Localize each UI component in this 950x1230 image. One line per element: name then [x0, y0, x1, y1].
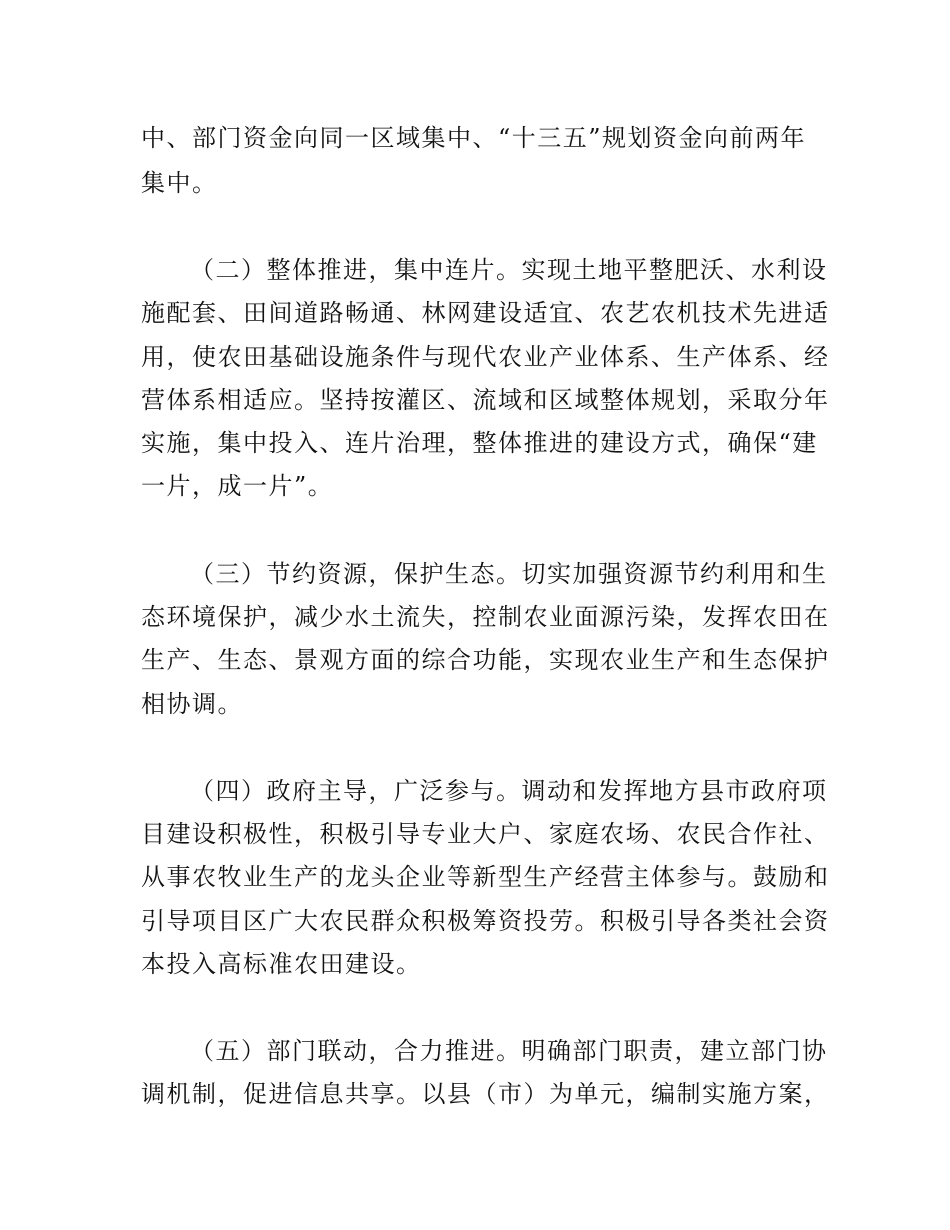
paragraph-heading-line: （四）政府主导，广泛参与。调动和发挥地方县市政府项 [190, 777, 828, 805]
paragraph-line: 生产、生态、景观方面的综合功能，实现农业生产和生态保护 [141, 646, 830, 674]
paragraph-line: 一片，成一片”。 [141, 472, 334, 500]
paragraph-line: 集中。 [141, 169, 218, 197]
paragraph-heading-line: （二）整体推进，集中连片。实现土地平整肥沃、水利设 [190, 256, 828, 284]
paragraph-line: 营体系相适应。坚持按灌区、流域和区域整体规划，采取分年 [141, 386, 830, 414]
paragraph-line: 实施，集中投入、连片治理，整体推进的建设方式，确保“建 [141, 429, 818, 457]
paragraph-line: 调机制，促进信息共享。以县（市）为单元，编制实施方案， [141, 1080, 830, 1108]
paragraph-heading-line: （三）节约资源，保护生态。切实加强资源节约利用和生 [190, 560, 828, 588]
paragraph-line: 中、部门资金向同一区域集中、“十三五”规划资金向前两年 [141, 124, 807, 152]
paragraph-line: 本投入高标准农田建设。 [141, 950, 422, 978]
paragraph-heading-line: （五）部门联动，合力推进。明确部门职责，建立部门协 [190, 1037, 828, 1065]
paragraph-line: 态环境保护，减少水土流失，控制农业面源污染，发挥农田在 [141, 603, 830, 631]
paragraph-line: 从事农牧业生产的龙头企业等新型生产经营主体参与。鼓励和 [141, 863, 830, 891]
paragraph-line: 相协调。 [141, 690, 243, 718]
paragraph-line: 用，使农田基础设施条件与现代农业产业体系、生产体系、经 [141, 343, 830, 371]
paragraph-line: 施配套、田间道路畅通、林网建设适宜、农艺农机技术先进适 [141, 299, 830, 327]
paragraph-line: 引导项目区广大农民群众积极筹资投劳。积极引导各类社会资 [141, 907, 830, 935]
paragraph-line: 目建设积极性，积极引导专业大户、家庭农场、农民合作社、 [141, 820, 830, 848]
